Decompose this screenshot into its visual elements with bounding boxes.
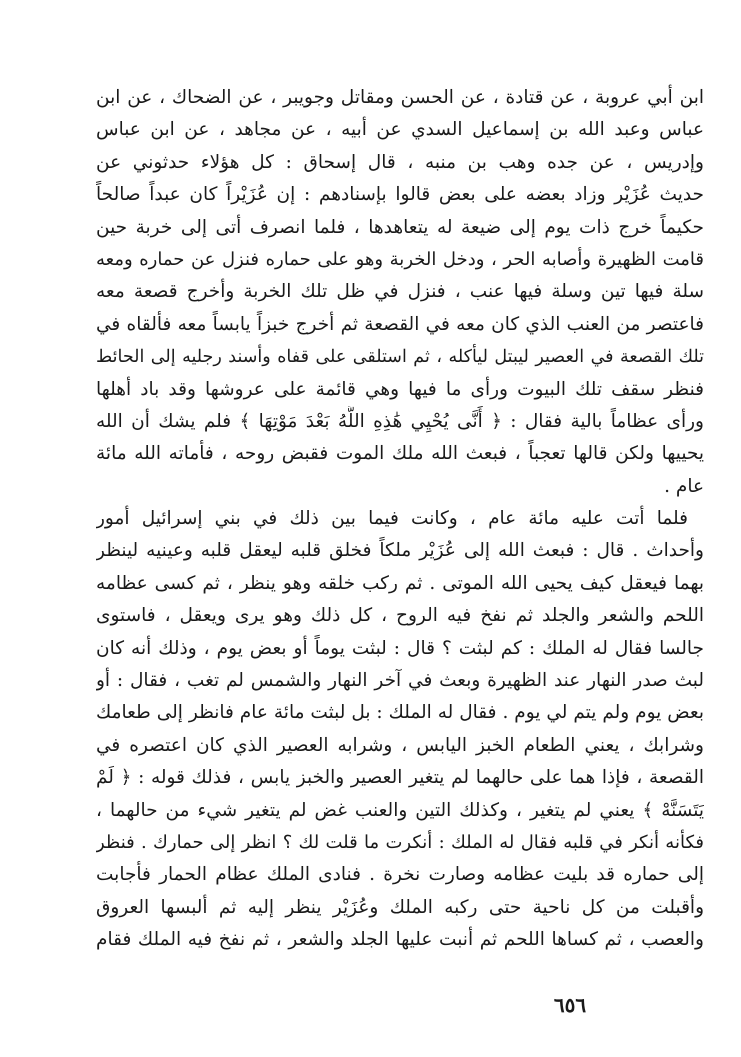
text-line: إلى حماره قد بليت عظامه وصارت نخرة . فنادى الملك عظام الحمار فأجابت: [96, 864, 704, 886]
text-line: عام .: [664, 475, 704, 497]
page-text: [96, 82, 704, 982]
text-line: جالسا فقال له الملك : كم لبثت ؟ قال : لبثت يوماً أو بعض يوم ، وذلك أنه كان: [96, 637, 704, 659]
text-line: فنظر سقف تلك البيوت ورأى ما فيها وهي قائمة على عروشها وقد باد أهلها: [96, 378, 704, 400]
paragraph: [96, 503, 704, 956]
text-line: عباس وعبد الله بن إسماعيل السدي عن أبيه ، عن مجاهد ، عن ابن عباس: [96, 119, 704, 141]
text-line: تلك القصعة في العصير ليبتل ليأكله ، ثم استلقى على قفاه وأسند رجليه إلى الحائط: [96, 347, 704, 368]
quran-verse-line: يَتَسَنَّهْ ﴾ يعني لم يتغير ، وكذلك التين والعنب غض لم يتغير شيء من حالهما ،: [96, 799, 704, 821]
text-line: فاعتصر من العنب الذي كان معه في القصعة ثم أخرج خبزاً يابساً معه فألقاه في: [96, 313, 704, 335]
text-line: فلما أتت عليه مائة عام ، وكانت فيما بين ذلك في بني إسرائيل أمور: [96, 508, 688, 530]
text-line: سلة فيها تين وسلة فيها عنب ، فنزل في ظل تلك الخربة وأخرج قصعة معه: [96, 281, 704, 303]
paragraph: [96, 82, 704, 503]
text-line: حديث عُزَيْر وزاد بعضه على بعض قالوا بإسنادهم : إن عُزَيْراً كان عبداً صالحاً: [96, 184, 704, 206]
text-line: والعصب ، ثم كساها اللحم ثم أنبت عليها الجلد والشعر ، ثم نفخ فيه الملك فقام: [96, 929, 704, 951]
text-line: وأقبلت من كل ناحية حتى ركبه الملك وعُزَيْر ينظر إليه ثم ألبسها العروق: [96, 896, 704, 918]
page-number: ٦٥٦: [553, 993, 587, 1017]
text-line: قامت الظهيرة وأصابه الحر ، ودخل الخربة وهو على حماره فنزل عن حماره ومعه: [96, 248, 704, 270]
text-line: وإدريس ، عن جده وهب بن منبه ، قال إسحاق : كل هؤلاء حدثوني عن: [96, 151, 704, 173]
text-line: فكأنه أنكر في قلبه فقال له الملك : أنكرت ما قلت لك ؟ انظر إلى حمارك . فنظر: [96, 831, 704, 853]
text-line: بعض يوم ولم يتم لي يوم . فقال له الملك : بل لبثت مائة عام فانظر إلى طعامك: [96, 702, 704, 724]
text-line: بهما فيعقل كيف يحيى الله الموتى . ثم ركب خلقه وهو ينظر ، ثم كسى عظامه: [96, 572, 704, 594]
quran-verse-line: القصعة ، فإذا هما على حالهما لم يتغير العصير والخبز يابس ، فذلك قوله : ﴿ لَمْ: [96, 767, 704, 789]
text-line: وأحداث . قال : فبعث الله إلى عُزَيْر ملكاً فخلق قلبه ليعقل قلبه وعينيه لينظر: [96, 540, 704, 562]
text-line: وشرابك ، يعني الطعام الخبز اليابس ، وشرابه العصير الذي كان اعتصره في: [96, 734, 704, 756]
text-line: ابن أبي عروبة ، عن قتادة ، عن الحسن ومقاتل وجويبر ، عن الضحاك ، عن ابن: [96, 87, 704, 108]
text-line: حكيماً خرج ذات يوم إلى ضيعة له يتعاهدها ، فلما انصرف أتى إلى خربة حين: [96, 216, 704, 238]
text-line: لبث صدر النهار عند الظهيرة وبعث في آخر النهار والشمس لم تغب ، فقال : أو: [96, 670, 704, 692]
text-line: يحييها ولكن قالها تعجباً ، فبعث الله ملك الموت فقبض روحه ، فأماته الله مائة: [96, 443, 704, 465]
text-line: اللحم والشعر والجلد ثم نفخ فيه الروح ، كل ذلك وهو يرى ويعقل ، فاستوى: [96, 605, 704, 627]
quran-verse-line: ورأى عظاماً بالية فقال : ﴿ أَنَّى يُحْيِي هَٰذِهِ اللَّهُ بَعْدَ مَوْتِهَا ﴾ فلم يشك أن الله: [96, 410, 704, 432]
